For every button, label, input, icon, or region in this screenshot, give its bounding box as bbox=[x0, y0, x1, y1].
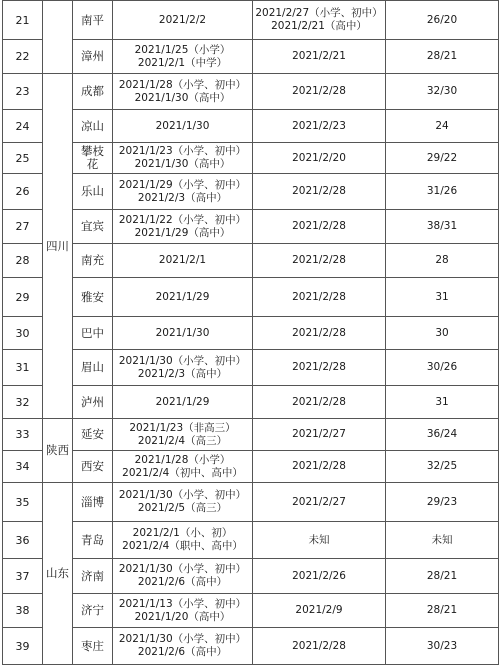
winter-start-cell: 2021/1/22（小学、初中） 2021/1/29（高中） bbox=[113, 210, 253, 244]
holiday-days-cell: 31 bbox=[386, 278, 499, 317]
spring-start-cell: 2021/2/28 bbox=[253, 386, 386, 419]
spring-start-cell: 2021/2/28 bbox=[253, 174, 386, 210]
province-cell-sichuan: 四川 bbox=[43, 74, 73, 419]
spring-start-cell: 2021/2/28 bbox=[253, 451, 386, 483]
winter-start-cell: 2021/2/1（小、初） 2021/2/4（职中、高中） bbox=[113, 522, 253, 559]
winter-start-cell: 2021/1/28（小学） 2021/2/4（初中、高中） bbox=[113, 451, 253, 483]
winter-start-cell: 2021/1/25（小学） 2021/2/1（中学） bbox=[113, 40, 253, 74]
table-row bbox=[3, 386, 499, 419]
spring-start-cell: 2021/2/28 bbox=[253, 210, 386, 244]
table-row bbox=[3, 522, 499, 559]
city-cell: 成都 bbox=[73, 74, 113, 110]
row-number: 38 bbox=[3, 594, 43, 628]
table-row bbox=[3, 594, 499, 628]
spring-start-cell: 2021/2/28 bbox=[253, 74, 386, 110]
winter-start-cell: 2021/1/28（小学、初中） 2021/1/30（高中） bbox=[113, 74, 253, 110]
table-row bbox=[3, 451, 499, 483]
holiday-days-cell: 28/21 bbox=[386, 594, 499, 628]
row-number: 34 bbox=[3, 451, 43, 483]
row-number: 31 bbox=[3, 350, 43, 386]
row-number: 32 bbox=[3, 386, 43, 419]
holiday-days-cell: 30/23 bbox=[386, 628, 499, 665]
row-number: 36 bbox=[3, 522, 43, 559]
winter-start-cell: 2021/1/23（小学、初中） 2021/1/30（高中） bbox=[113, 143, 253, 174]
holiday-days-cell: 28 bbox=[386, 244, 499, 278]
row-number: 35 bbox=[3, 483, 43, 522]
school-holiday-table bbox=[2, 0, 499, 665]
row-number: 27 bbox=[3, 210, 43, 244]
table-row bbox=[3, 74, 499, 110]
holiday-days-cell: 24 bbox=[386, 110, 499, 143]
city-cell: 南充 bbox=[73, 244, 113, 278]
table-row bbox=[3, 40, 499, 74]
province-cell-shandong: 山东 bbox=[43, 483, 73, 665]
row-number: 29 bbox=[3, 278, 43, 317]
winter-start-cell: 2021/1/30 bbox=[113, 317, 253, 350]
holiday-days-cell: 36/24 bbox=[386, 419, 499, 451]
city-cell: 漳州 bbox=[73, 40, 113, 74]
row-number: 24 bbox=[3, 110, 43, 143]
city-cell: 宜宾 bbox=[73, 210, 113, 244]
spring-start-cell: 2021/2/26 bbox=[253, 559, 386, 594]
spring-start-cell: 2021/2/20 bbox=[253, 143, 386, 174]
winter-start-cell: 2021/1/13（小学、初中） 2021/1/20（高中） bbox=[113, 594, 253, 628]
row-number: 23 bbox=[3, 74, 43, 110]
winter-start-cell: 2021/1/30（小学、初中） 2021/2/6（高中） bbox=[113, 559, 253, 594]
row-number: 33 bbox=[3, 419, 43, 451]
spring-start-cell: 2021/2/28 bbox=[253, 244, 386, 278]
spring-start-cell: 2021/2/21 bbox=[253, 40, 386, 74]
table-row bbox=[3, 174, 499, 210]
table-row bbox=[3, 350, 499, 386]
table-row bbox=[3, 1, 499, 40]
row-number: 26 bbox=[3, 174, 43, 210]
row-number: 39 bbox=[3, 628, 43, 665]
spring-start-cell: 2021/2/28 bbox=[253, 350, 386, 386]
spring-start-cell: 未知 bbox=[253, 522, 386, 559]
row-number: 25 bbox=[3, 143, 43, 174]
spring-start-cell: 2021/2/28 bbox=[253, 278, 386, 317]
holiday-days-cell: 30 bbox=[386, 317, 499, 350]
holiday-days-cell: 29/22 bbox=[386, 143, 499, 174]
row-number: 22 bbox=[3, 40, 43, 74]
city-cell: 济宁 bbox=[73, 594, 113, 628]
winter-start-cell: 2021/1/30（小学、初中） 2021/2/6（高中） bbox=[113, 628, 253, 665]
holiday-days-cell: 32/25 bbox=[386, 451, 499, 483]
city-cell: 枣庄 bbox=[73, 628, 113, 665]
holiday-days-cell: 30/26 bbox=[386, 350, 499, 386]
spring-start-cell: 2021/2/28 bbox=[253, 317, 386, 350]
holiday-days-cell: 29/23 bbox=[386, 483, 499, 522]
province-cell-fujian bbox=[43, 1, 73, 74]
city-cell: 济南 bbox=[73, 559, 113, 594]
holiday-days-cell: 31/26 bbox=[386, 174, 499, 210]
row-number: 28 bbox=[3, 244, 43, 278]
holiday-days-cell: 26/20 bbox=[386, 1, 499, 40]
spring-start-cell: 2021/2/28 bbox=[253, 628, 386, 665]
city-cell: 乐山 bbox=[73, 174, 113, 210]
winter-start-cell: 2021/1/23（非高三） 2021/2/4（高三） bbox=[113, 419, 253, 451]
holiday-days-cell: 38/31 bbox=[386, 210, 499, 244]
table-row bbox=[3, 143, 499, 174]
table-row bbox=[3, 419, 499, 451]
table-row bbox=[3, 317, 499, 350]
city-cell: 延安 bbox=[73, 419, 113, 451]
holiday-days-cell: 28/21 bbox=[386, 40, 499, 74]
table-row bbox=[3, 278, 499, 317]
holiday-days-cell: 32/30 bbox=[386, 74, 499, 110]
winter-start-cell: 2021/1/29 bbox=[113, 278, 253, 317]
row-number: 21 bbox=[3, 1, 43, 40]
row-number: 37 bbox=[3, 559, 43, 594]
city-cell: 淄博 bbox=[73, 483, 113, 522]
city-cell: 青岛 bbox=[73, 522, 113, 559]
table-row bbox=[3, 244, 499, 278]
winter-start-cell: 2021/1/29 bbox=[113, 386, 253, 419]
row-number: 30 bbox=[3, 317, 43, 350]
city-cell: 雅安 bbox=[73, 278, 113, 317]
holiday-days-cell: 28/21 bbox=[386, 559, 499, 594]
holiday-days-cell: 31 bbox=[386, 386, 499, 419]
table-row bbox=[3, 483, 499, 522]
winter-start-cell: 2021/1/30（小学、初中） 2021/2/5（高三） bbox=[113, 483, 253, 522]
spring-start-cell: 2021/2/27 bbox=[253, 483, 386, 522]
spring-start-cell: 2021/2/27（小学、初中） 2021/2/21（高中） bbox=[253, 1, 386, 40]
winter-start-cell: 2021/2/1 bbox=[113, 244, 253, 278]
city-cell: 巴中 bbox=[73, 317, 113, 350]
city-cell: 眉山 bbox=[73, 350, 113, 386]
holiday-days-cell: 未知 bbox=[386, 522, 499, 559]
table-row bbox=[3, 110, 499, 143]
winter-start-cell: 2021/1/30 bbox=[113, 110, 253, 143]
city-cell: 凉山 bbox=[73, 110, 113, 143]
city-cell: 西安 bbox=[73, 451, 113, 483]
table-row bbox=[3, 210, 499, 244]
spring-start-cell: 2021/2/9 bbox=[253, 594, 386, 628]
city-cell: 攀枝 花 bbox=[73, 143, 113, 174]
city-cell: 南平 bbox=[73, 1, 113, 40]
table-row bbox=[3, 628, 499, 665]
winter-start-cell: 2021/1/30（小学、初中） 2021/2/3（高中） bbox=[113, 350, 253, 386]
winter-start-cell: 2021/1/29（小学、初中） 2021/2/3（高中） bbox=[113, 174, 253, 210]
spring-start-cell: 2021/2/27 bbox=[253, 419, 386, 451]
table-row bbox=[3, 559, 499, 594]
city-cell: 泸州 bbox=[73, 386, 113, 419]
province-cell-shaanxi: 陕西 bbox=[43, 419, 73, 483]
winter-start-cell: 2021/2/2 bbox=[113, 1, 253, 40]
spring-start-cell: 2021/2/23 bbox=[253, 110, 386, 143]
